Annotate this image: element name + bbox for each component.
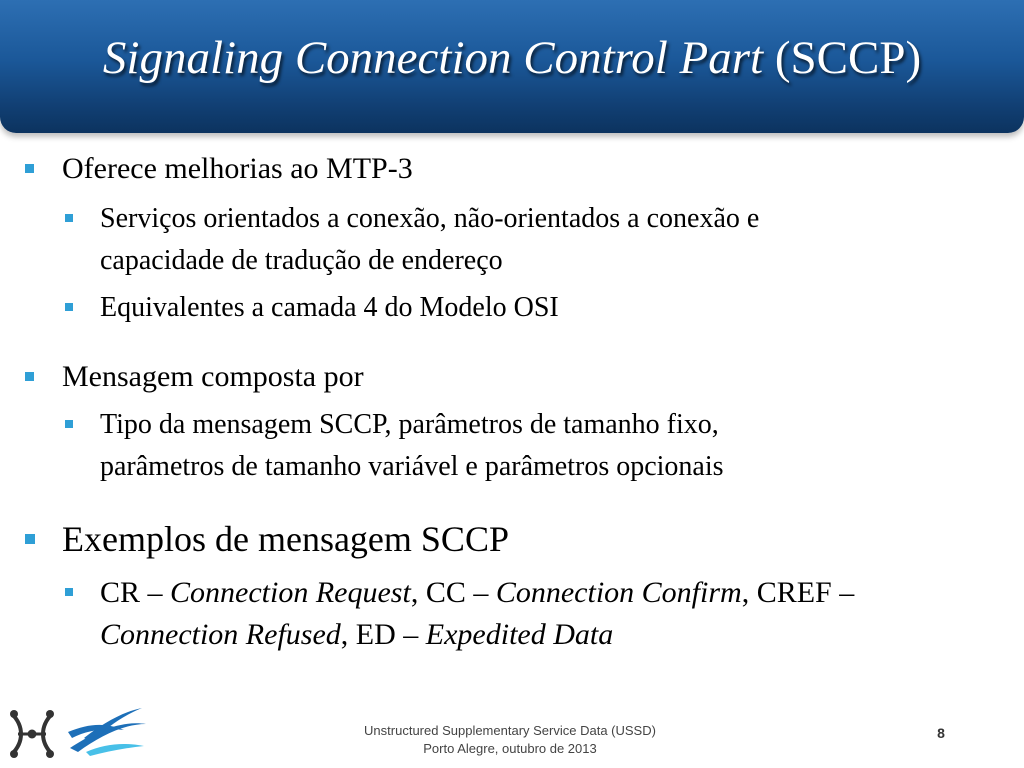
bullet-level1: [62, 357, 364, 397]
bullet-text-line2: capacidade de tradução de endereço: [100, 245, 503, 276]
bullet-text-line1: Tipo da mensagem SCCP, parâmetros de tamanho fixo,: [100, 409, 719, 440]
square-bullet-icon: [25, 164, 34, 173]
footer-line1: Unstructured Supplementary Service Data (USSD): [364, 723, 656, 738]
square-bullet-icon: [65, 214, 73, 222]
slide-title: [0, 28, 1024, 88]
expedited-data: Expedited Data: [425, 618, 614, 651]
bullet-level2: [100, 572, 854, 656]
cr-abbr: CR –: [100, 576, 171, 609]
slide-title-italic: Signaling Connection Control Part: [102, 32, 764, 84]
connection-request: Connection Request: [170, 576, 411, 609]
page-number: 8: [937, 725, 945, 741]
network-node-logo-icon: [8, 704, 56, 764]
bullet-level1: [62, 149, 413, 189]
square-bullet-icon: [25, 534, 35, 544]
bullet-text: Equivalentes a camada 4 do Modelo OSI: [100, 292, 559, 323]
bullet-text: Mensagem composta por: [62, 360, 364, 393]
bullet-text-line1: Serviços orientados a conexão, não-orientados a conexão e: [100, 203, 760, 234]
bullet-level2: [100, 404, 724, 488]
cref-abbr: , CREF –: [741, 576, 855, 609]
square-bullet-icon: [65, 303, 73, 311]
connection-refused: Connection Refused: [100, 618, 341, 651]
square-bullet-icon: [25, 372, 34, 381]
bird-wings-logo-icon: [64, 702, 150, 758]
connection-confirm: Connection Confirm: [495, 576, 742, 609]
bullet-level2: [100, 198, 759, 282]
footer-line2: Porto Alegre, outubro de 2013: [423, 741, 597, 756]
cc-abbr: , CC –: [410, 576, 496, 609]
bullet-text: Exemplos de mensagem SCCP: [62, 519, 509, 559]
slide-title-plain: (SCCP): [774, 32, 922, 84]
bullet-text: Oferece melhorias ao MTP-3: [62, 152, 413, 185]
bullet-text-line2: parâmetros de tamanho variável e parâmetros opcionais: [100, 451, 724, 482]
ed-abbr: , ED –: [340, 618, 426, 651]
bullet-level1: [62, 516, 509, 562]
square-bullet-icon: [65, 588, 73, 596]
bullet-level2: [100, 287, 559, 329]
square-bullet-icon: [65, 420, 73, 428]
footer: [300, 722, 720, 758]
